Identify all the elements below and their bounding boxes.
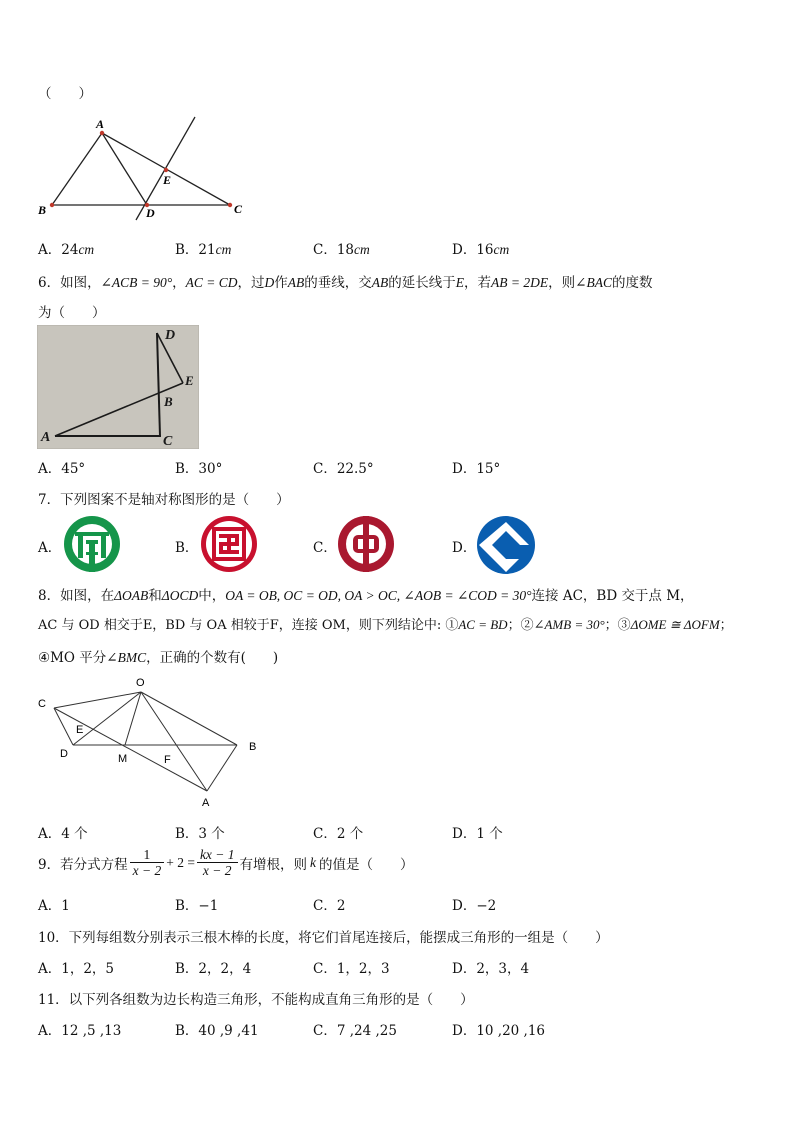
q7-option-a[interactable]: A． — [38, 540, 62, 556]
q9-fraction-1: $\frac{1}{x - 2}$ — [130, 847, 165, 878]
q7-stem: 7．下列图案不是轴对称图形的是（ ） — [38, 492, 290, 508]
q6-label-e: E — [185, 373, 194, 388]
q6-option-b[interactable]: B．30° — [175, 461, 223, 477]
q8-label-b: B — [249, 741, 257, 753]
q6-figure — [37, 325, 199, 449]
q6-stem: 6．如图，∠ACB = 90°，AC = CD，过D作AB的垂线，交AB的延长线于E，若AB = 2DE，则∠BAC的度数 — [38, 275, 653, 291]
q8-option-d[interactable]: D．1 个 — [452, 826, 503, 842]
q5-label-c: C — [234, 202, 243, 216]
agricultural-bank-logo-icon — [62, 514, 122, 574]
q9-option-a[interactable]: A．1 — [38, 898, 70, 914]
q8-label-c: C — [38, 698, 46, 710]
q8-label-d: D — [60, 748, 68, 760]
q9-fraction-2: $\frac{kx - 1}{x - 2}$ — [197, 847, 238, 878]
q5-bracket: （ ） — [38, 86, 92, 102]
q10-option-b[interactable]: B．2，2，4 — [175, 961, 252, 977]
q6-label-c: C — [163, 434, 173, 449]
q9-option-b[interactable]: B．−1 — [175, 898, 219, 914]
q11-option-d[interactable]: D．10 ,20 ,16 — [452, 1023, 546, 1039]
q5-option-d[interactable]: D．16cm — [452, 242, 510, 258]
q5-label-d: D — [146, 206, 155, 220]
q9-stem: 9．若分式方程 $\frac{1}{x - 2}$ + 2 = $\frac{kx - 1}{x - 2}$ 有增根，则 k 的值是（ ） — [38, 847, 414, 878]
q10-option-d[interactable]: D．2，3，4 — [452, 961, 530, 977]
q8-stem-line3: ④MO 平分∠BMC，正确的个数有( ) — [38, 650, 279, 666]
q7-option-d[interactable]: D． — [452, 540, 477, 556]
q7-option-c[interactable]: C． — [313, 540, 337, 556]
q6-option-d[interactable]: D．15° — [452, 461, 501, 477]
q11-option-b[interactable]: B．40 ,9 ,41 — [175, 1023, 259, 1039]
q10-option-a[interactable]: A．1，2，5 — [38, 961, 115, 977]
q6-stem-line2: 为（ ） — [38, 305, 106, 321]
q9-option-d[interactable]: D．−2 — [452, 898, 497, 914]
q6-label-b: B — [164, 394, 173, 409]
q8-label-e: E — [76, 724, 84, 736]
q5-option-a[interactable]: A．24cm — [38, 242, 95, 258]
q8-option-b[interactable]: B．3 个 — [175, 826, 225, 842]
q8-label-f: F — [164, 754, 171, 766]
q11-option-c[interactable]: C．7 ,24 ,25 — [313, 1023, 397, 1039]
q7-option-b[interactable]: B． — [175, 540, 199, 556]
q8-label-a: A — [202, 797, 210, 809]
q5-label-e: E — [163, 173, 172, 187]
q8-figure — [30, 672, 270, 812]
q5-option-c[interactable]: C．18cm — [313, 242, 370, 258]
q8-option-c[interactable]: C．2 个 — [313, 826, 364, 842]
q8-stem-line1: 8．如图，在ΔOAB和ΔOCD中，OA = OB, OC = OD, OA > OC, ∠AOB = ∠COD = 30°连接 AC，BD 交于点 M， — [38, 588, 694, 604]
bank-of-china-logo-icon — [336, 514, 396, 574]
icbc-logo-icon — [199, 514, 259, 574]
q10-stem: 10．下列每组数分别表示三根木棒的长度，将它们首尾连接后，能摆成三角形的一组是（ ） — [38, 930, 609, 946]
q11-option-a[interactable]: A．12 ,5 ,13 — [38, 1023, 122, 1039]
q5-label-a: A — [96, 117, 105, 131]
q8-label-m: M — [118, 753, 128, 765]
construction-bank-logo-icon — [475, 514, 537, 576]
q5-label-b: B — [38, 203, 47, 217]
q9-option-c[interactable]: C．2 — [313, 898, 346, 914]
q5-figure — [30, 110, 260, 225]
q6-option-c[interactable]: C．22.5° — [313, 461, 374, 477]
q11-stem: 11．以下列各组数为边长构造三角形，不能构成直角三角形的是（ ） — [38, 992, 474, 1008]
q8-stem-line2: AC 与 OD 相交于E，BD 与 OA 相较于F，连接 OM，则下列结论中: ①AC = BD；②∠AMB = 30°；③ΔOME ≅ ΔOFM； — [38, 617, 733, 633]
q8-option-a[interactable]: A．4 个 — [38, 826, 88, 842]
q10-option-c[interactable]: C．1，2，3 — [313, 961, 390, 977]
q5-option-b[interactable]: B．21cm — [175, 242, 232, 258]
q6-label-d: D — [165, 328, 176, 343]
q6-label-a: A — [41, 430, 51, 445]
q8-label-o: O — [136, 677, 145, 689]
q6-option-a[interactable]: A．45° — [38, 461, 86, 477]
